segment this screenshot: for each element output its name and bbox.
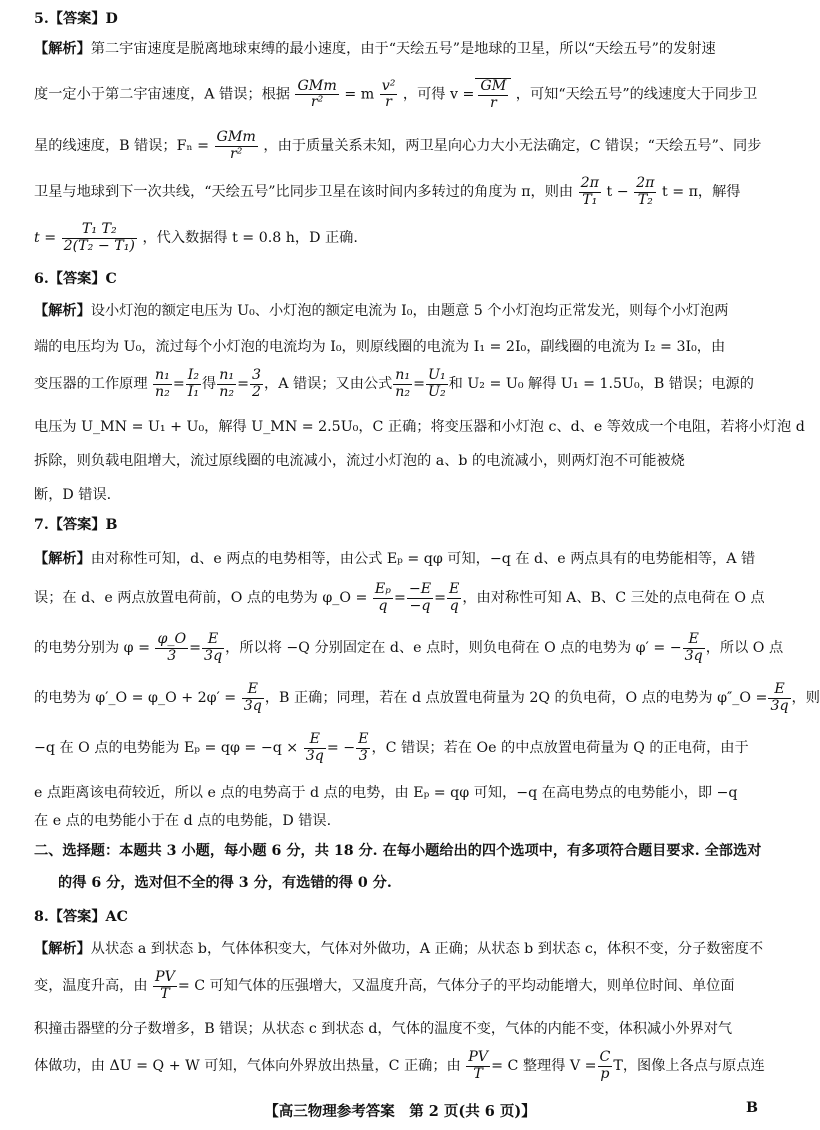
fraction-numerator: C (599, 1049, 611, 1065)
q7-analysis-label: 【解析】 (34, 551, 91, 567)
fraction (466, 1050, 490, 1082)
fraction-denominator: 3q (305, 747, 324, 764)
q7-line-1 (34, 548, 766, 568)
q6-l3-text-g: 和 U₂ = U₀ 解得 U₁ = 1.5U₀，B 错误；电源的 (448, 376, 754, 393)
q5-answer-heading: 5.【答案】D (34, 11, 118, 27)
q6-l3-text-d: = (237, 376, 249, 393)
q6-answer-heading: 6.【答案】C (34, 271, 117, 287)
q5-line-5 (34, 222, 766, 254)
fraction-denominator: U₂ (427, 383, 446, 400)
q8-l1-text: 从状态 a 到状态 b，气体体积变大，气体对外做功，A 正确；从状态 b 到状态 c，体积不变，分子数密度不 (90, 941, 764, 957)
fraction-denominator: 2(T₂ − T₁) (63, 237, 135, 254)
q7-l4-text-a: 的电势为 φ′_O = φ_O + 2φ′ = (34, 690, 237, 707)
fraction (217, 368, 236, 400)
q8-line-1 (34, 938, 766, 958)
fraction-denominator: I₁ (187, 383, 200, 400)
fraction-denominator: 2 (251, 383, 261, 400)
q6-line-3 (34, 368, 766, 400)
q7-l3-text-c: ，所以将 −Q 分别固定在 d、e 点时，则负电荷在 O 点的电势为 φ′ = − (225, 640, 682, 657)
fraction (202, 632, 224, 664)
fraction-denominator: n₂ (155, 383, 170, 400)
page-footer: 【高三物理参考答案 第 2 页(共 6 页)】 (264, 1103, 536, 1120)
fraction-denominator: n₂ (395, 383, 411, 400)
q5-l5-text-a: t = (34, 230, 57, 247)
fraction-numerator: φ_O (157, 631, 187, 647)
q5-l3-text-b: ，由于质量关系未知，两卫星向心力大小无法确定，C 错误；“天绘五号”、同步 (263, 138, 762, 155)
fraction-denominator: 3q (204, 647, 223, 664)
fraction-numerator: GM (480, 78, 507, 94)
fraction-numerator: Eₚ (374, 581, 391, 597)
fraction-denominator: n₂ (219, 383, 235, 400)
q7-l3-text-a: 的电势分别为 φ = (34, 640, 150, 657)
fraction (304, 732, 326, 764)
fraction-numerator: E (448, 581, 460, 597)
q5-analysis-label: 【解析】 (34, 41, 91, 57)
fraction-numerator: n₁ (219, 367, 235, 383)
fraction (393, 368, 412, 400)
q7-answer-heading: 7.【答案】B (34, 517, 118, 533)
fraction-numerator: GMm (297, 77, 337, 94)
q6-analysis-label: 【解析】 (34, 303, 91, 319)
q5-l2-text-c: ，可得 v = (402, 86, 475, 103)
section-2-instructions-line-2: 的得 6 分，选对但不全的得 3 分，有选错的得 0 分. (58, 875, 392, 891)
q5-l4-text-b: t − (606, 184, 629, 201)
q7-l1-text: 由对称性可知，d、e 两点的电势相等，由公式 Eₚ = qφ 可知，−q 在 d、e 两点具有的电势能相等，A 错 (90, 551, 756, 567)
q5-l2-text-a: 度一定小于第二宇宙速度，A 错误；根据 (34, 86, 290, 103)
fraction (407, 582, 433, 614)
q8-l4-text-b: = C 整理得 V = (491, 1058, 597, 1075)
q5-l3-text-a: 星的线速度，B 错误；Fₙ = (34, 138, 210, 155)
q7-line-7: 在 e 点的电势能小于在 d 点的电势能，D 错误. (34, 813, 332, 829)
q7-l2-text-d: ，由对称性可知 A、B、C 三处的点电荷在 O 点 (462, 590, 765, 607)
fraction-denominator: 3 (358, 747, 368, 764)
fraction-numerator: PV (155, 969, 175, 985)
q6-line-1 (34, 300, 766, 320)
q5-l2-text-b: = m (344, 86, 375, 103)
fraction-numerator: 3 (251, 367, 261, 383)
q5-line-2 (34, 78, 766, 111)
q6-l3-text-e: ，A 错误；又由公式 (264, 376, 393, 393)
q8-line-2 (34, 970, 766, 1002)
fraction-denominator: 3q (684, 647, 703, 664)
q8-analysis-label: 【解析】 (34, 941, 91, 957)
q7-line-6: e 点距离该电荷较近，所以 e 点的电势高于 d 点的电势，由 Eₚ = qφ 可知，−q 在高电势点的电势能小，即 −q (34, 785, 738, 801)
fraction-denominator: r² (310, 94, 324, 111)
fraction-denominator: 3 (167, 647, 177, 664)
version-letter: B (746, 1100, 758, 1116)
q8-line-4 (34, 1050, 766, 1082)
fraction-numerator: T₁ T₂ (62, 222, 137, 239)
fraction-numerator: −E (408, 581, 432, 597)
fraction-denominator: T₂ (637, 191, 653, 208)
q7-l3-text-b: = (189, 640, 202, 657)
fraction (153, 368, 172, 400)
fraction (153, 970, 177, 1002)
fraction-numerator: 2π (580, 175, 599, 191)
fraction (768, 682, 790, 714)
q7-l2-text-a: 误；在 d、e 两点放置电荷前，O 点的电势为 φ_O = (34, 590, 368, 607)
q7-line-5 (34, 732, 766, 764)
fraction (356, 732, 370, 764)
fraction-numerator: E (768, 682, 790, 699)
fraction-numerator: PV (468, 1049, 489, 1065)
fraction (295, 79, 338, 111)
fraction-denominator: r² (229, 145, 243, 162)
fraction-numerator: E (358, 731, 369, 747)
fraction-numerator: U₁ (427, 367, 446, 383)
q7-l3-text-d: ，所以 O 点 (705, 640, 784, 657)
q6-l3-text-f: = (413, 376, 425, 393)
q5-l5-text-b: ，代入数据得 t = 0.8 h，D 正确. (142, 230, 358, 247)
q8-line-3: 积撞击器壁的分子数增多，B 错误；从状态 c 到状态 d，气体的温度不变，气体的内能不变，体积减小外界对气 (34, 1021, 733, 1037)
q7-l5-text-a: −q 在 O 点的电势能为 Eₚ = qφ = −q × (34, 740, 299, 757)
fraction-denominator: q (378, 597, 388, 614)
fraction (634, 176, 656, 208)
fraction-denominator: r (385, 94, 392, 111)
fraction-denominator: 3q (770, 697, 789, 714)
fraction-numerator: E (242, 682, 264, 699)
fraction (155, 632, 188, 664)
q7-l2-text-c: = (434, 590, 446, 607)
fraction-numerator: n₁ (395, 367, 411, 383)
sqrt-sign (475, 78, 511, 111)
fraction-numerator: E (304, 732, 326, 749)
fraction-numerator: GMm (216, 129, 256, 145)
q5-line-3 (34, 130, 766, 162)
fraction (373, 582, 393, 614)
fraction (215, 130, 258, 162)
q6-line-5: 拆除，则负载电阻增大，流过原线圈的电流减小，流过小灯泡的 a、b 的电流减小，则两灯泡不可能被烧 (34, 453, 685, 469)
q6-l3-text-a: 变压器的工作原理 (34, 376, 148, 393)
fraction-numerator: E (202, 632, 224, 649)
q6-l3-text-c: 得 (202, 376, 217, 393)
q5-l2-text-d: ，可知“天绘五号”的线速度大于同步卫 (515, 86, 758, 103)
fraction-denominator: T (473, 1065, 483, 1082)
fraction-denominator: T (160, 985, 170, 1002)
section-2-instructions-line-1: 二、选择题：本题共 3 小题，每小题 6 分，共 18 分. 在每小题给出的四个选项中，有多项符合题目要求. 全部选对 (34, 843, 762, 859)
fraction-denominator: −q (409, 597, 431, 614)
q5-l4-text-c: t = π，解得 (661, 184, 741, 201)
fraction-numerator: v² (381, 77, 396, 94)
fraction-denominator: 3q (243, 697, 262, 714)
q7-line-3 (34, 631, 784, 664)
q6-line-4: 电压为 U_MN = U₁ + U₀，解得 U_MN = 2.5U₀，C 正确；将变压器和小灯泡 c、d、e 等效成一个电阻，若将小灯泡 d (34, 419, 805, 435)
q6-l1-text: 设小灯泡的额定电压为 U₀、小灯泡的额定电流为 I₀，由题意 5 个小灯泡均正常发光，则每个小灯泡两 (90, 303, 729, 319)
fraction (250, 368, 263, 400)
fraction-denominator: r (489, 94, 497, 111)
fraction (683, 632, 705, 664)
q7-line-2 (34, 582, 766, 614)
q6-l3-text-b: = (172, 376, 185, 393)
q7-l5-text-b: = − (326, 740, 356, 757)
fraction (579, 176, 601, 208)
q7-l5-text-c: ，C 错误；若在 Oe 的中点放置电荷量为 Q 的正电荷，由于 (371, 740, 749, 757)
fraction-numerator: n₁ (155, 367, 170, 383)
fraction-denominator: q (449, 597, 459, 614)
fraction-numerator: 2π (636, 175, 655, 191)
fraction (62, 222, 137, 254)
q8-l4-text-c: T，图像上各点与原点连 (613, 1058, 765, 1075)
q7-l4-text-c: ，则 (791, 690, 820, 707)
fraction (447, 582, 461, 614)
fraction (426, 368, 448, 400)
fraction (186, 368, 201, 400)
fraction (380, 79, 398, 111)
fraction-numerator: E (683, 632, 705, 649)
fraction (478, 79, 508, 111)
q5-line-1 (34, 38, 766, 58)
q5-l4-text-a: 卫星与地球到下一次共线，“天绘五号”比同步卫星在该时间内多转过的角度为 π，则由 (34, 184, 574, 201)
q8-l2-text-b: = C 可知气体的压强增大，又温度升高，气体分子的平均动能增大，则单位时间、单位面 (177, 978, 735, 995)
fraction (598, 1050, 613, 1082)
fraction (242, 682, 264, 714)
q7-l2-text-b: = (393, 590, 406, 607)
q7-line-4 (34, 681, 820, 714)
fraction-denominator: T₁ (582, 191, 598, 208)
fraction-numerator: I₂ (187, 367, 200, 383)
q8-answer-heading: 8.【答案】AC (34, 909, 128, 925)
q6-line-6: 断，D 错误. (34, 487, 112, 503)
q8-l4-text-a: 体做功，由 ΔU = Q + W 可知，气体向外界放出热量，C 正确；由 (34, 1058, 461, 1075)
q7-l4-text-b: ，B 正确；同理，若在 d 点放置电荷量为 2Q 的负电荷，O 点的电势为 φ″_O = (264, 690, 768, 707)
q5-l1-text: 第二宇宙速度是脱离地球束缚的最小速度，由于“天绘五号”是地球的卫星，所以“天绘五号”的发射速 (90, 41, 716, 57)
fraction-denominator: p (600, 1065, 610, 1082)
q6-line-2: 端的电压均为 U₀，流过每个小灯泡的电流均为 I₀，则原线圈的电流为 I₁ = 2I₀，副线圈的电流为 I₂ = 3I₀，由 (34, 339, 726, 355)
q8-l2-text-a: 变，温度升高，由 (34, 978, 148, 995)
q5-line-4 (34, 176, 766, 208)
